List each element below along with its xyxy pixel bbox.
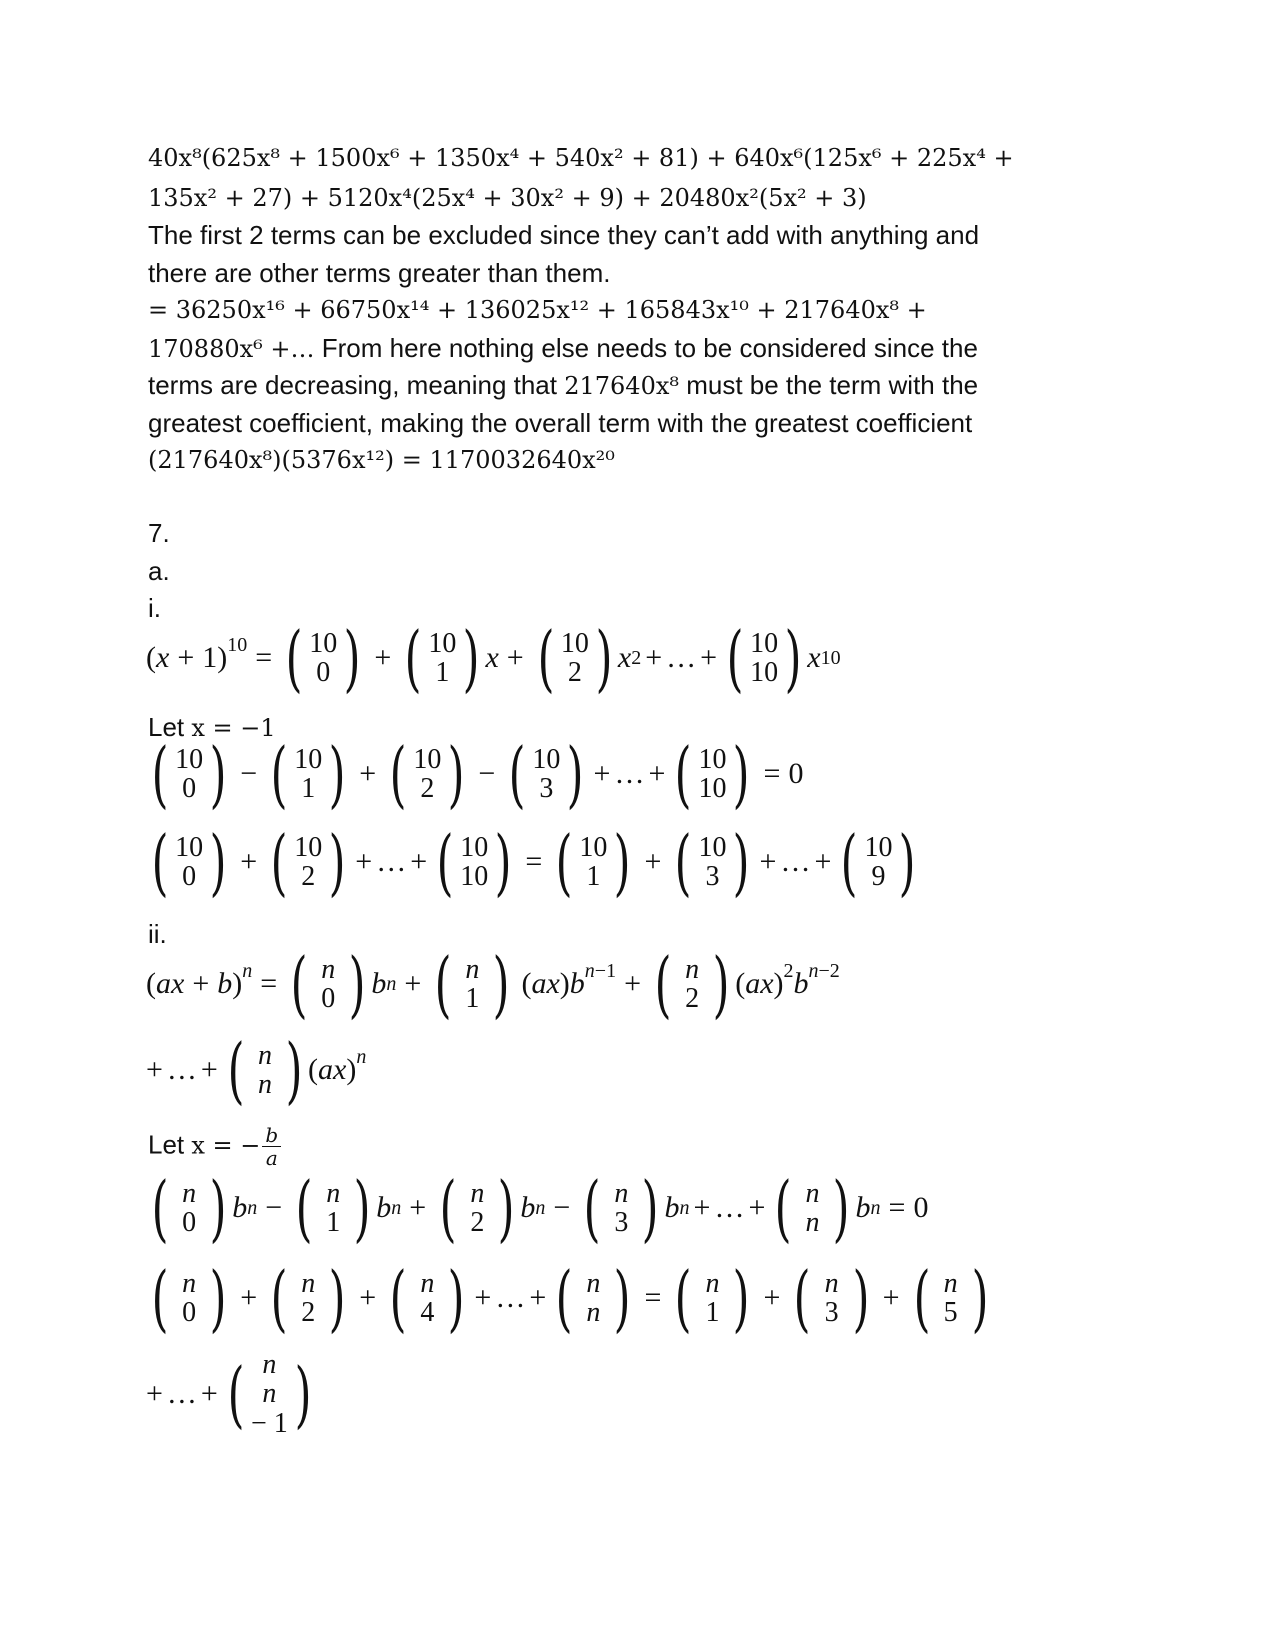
subpart-label: i. <box>148 593 161 623</box>
general-binomial-expansion-cont: + … + ( n n ) (ax)$^n$ <box>146 1028 367 1112</box>
let-statement <box>148 1124 281 1169</box>
math-run: 217640x⁸ <box>564 372 679 400</box>
let-math: x = − <box>191 1131 261 1160</box>
paragraph-line: greatest coefficient, making the overall term with the greatest coefficient <box>148 408 973 438</box>
paragraph-line: The first 2 terms can be excluded since they can’t add with anything and <box>148 220 980 250</box>
paragraph-line: there are other terms greater than them. <box>148 258 611 288</box>
expansion-line-1: 40x⁸(625x⁸ + 1500x⁶ + 1350x⁴ + 540x² + 81) + 640x⁶(125x⁶ + 225x⁴ + <box>148 144 1014 172</box>
expansion-line-2: 135x² + 27) + 5120x⁴(25x⁴ + 30x² + 9) + 20480x²(5x² + 3) <box>148 184 867 212</box>
let-math: x = −1 <box>191 714 276 742</box>
binomial-expansion-x-plus-1: $(x + 1)^{10}$ = ( 10 0 ) + ( 10 1 ) x + ( 10 2 ) x 2 + … + ( 10 10 ) x 10 <box>146 616 841 700</box>
general-even-equals-odd-cont: + … + ( n n − 1 ) <box>146 1349 312 1439</box>
paragraph-line <box>148 372 978 398</box>
binomial-coefficient: ( 10 0 ) <box>285 616 361 700</box>
binomial-coefficient: ( 10 2 ) <box>537 616 613 700</box>
sum-line-1: = 36250x¹⁶ + 66750x¹⁴ + 136025x¹² + 165843x¹⁰ + 217640x⁸ + <box>148 296 927 324</box>
question-number: 7. <box>148 518 170 548</box>
general-even-equals-odd: ( n 0 ) + ( n 2 ) + ( n 4 ) + … + ( n n ) = ( n 1 ) + ( n 3 ) + ( n 5 ) <box>151 1256 989 1340</box>
sum-line-2-math: 170880x⁶ +… <box>148 335 315 363</box>
text-run: must be the term with the <box>679 370 979 400</box>
let-text: Let <box>148 1129 192 1160</box>
binomial-coefficient: ( 10 1 ) <box>404 616 480 700</box>
subpart-label: ii. <box>148 919 167 949</box>
fraction-b-over-a: $\frac{b}{a}$ <box>262 1124 281 1169</box>
result-line: (217640x⁸)(5376x¹²) = 1170032640x²⁰ <box>148 446 615 474</box>
general-binomial-expansion: (ax + b)$^n$ = ( n 0 ) b n + ( n 1 ) $(ax)b^{n-1}$ + ( n 2 ) $(ax)^2b^{n-2}$ <box>146 942 840 1026</box>
paragraph-line <box>148 335 978 361</box>
text-run: terms are decreasing, meaning that <box>148 370 565 400</box>
even-equals-odd-equation: ( 10 0 ) + ( 10 2 ) + … + ( 10 10 ) = ( 10 1 ) + ( 10 3 ) + … + ( 10 9 ) <box>151 820 916 904</box>
part-label: a. <box>148 556 170 586</box>
alternating-sum-equation: ( 10 0 ) − ( 10 1 ) + ( 10 2 ) − ( 10 3 ) + … + ( 10 10 ) = 0 <box>151 732 804 816</box>
sum-line-2-text: From here nothing else needs to be considered since the <box>314 333 978 363</box>
general-alternating-sum: ( n 0 ) b n − ( n 1 ) b n + ( n 2 ) b n − ( n 3 ) b n + … + ( n n ) b n = 0 <box>151 1166 929 1250</box>
let-text: Let <box>148 712 192 742</box>
binomial-coefficient: ( 10 10 ) <box>726 616 802 700</box>
